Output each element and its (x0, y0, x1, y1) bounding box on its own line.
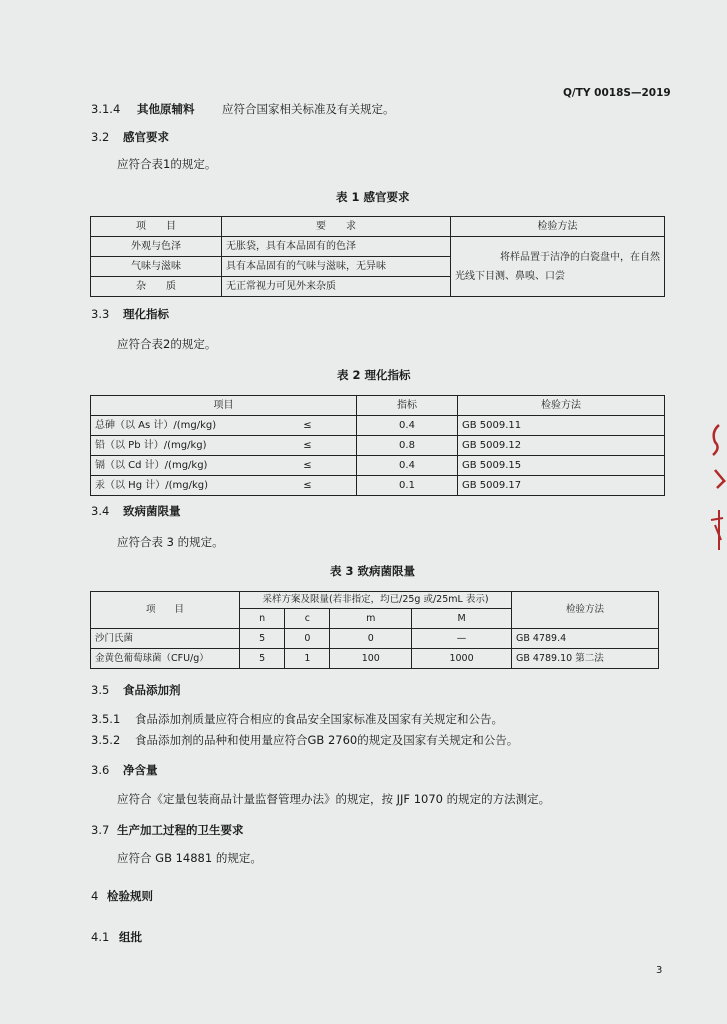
section-3-1-4-title: 其他原辅料 (137, 102, 195, 116)
table2-item: 汞（以 Hg 计）/(mg/kg) (91, 476, 260, 496)
table2-header-item: 项目 (91, 396, 357, 416)
table3-M: 1000 (412, 649, 512, 669)
section-3-5-2-number: 3.5.2 (91, 733, 121, 747)
table3-sub-M: M (412, 609, 512, 629)
section-3-5-title: 食品添加剂 (123, 683, 181, 697)
table3-header-method: 检验方法 (512, 592, 659, 629)
section-3-2-title: 感官要求 (123, 130, 169, 144)
table2-method: GB 5009.17 (458, 476, 665, 496)
table1-requirement: 无正常视力可见外来杂质 (222, 277, 451, 297)
table1-caption: 表 1 感官要求 (336, 190, 410, 204)
table-row (91, 396, 665, 416)
section-3-6-title: 净含量 (123, 763, 158, 777)
table2-value: 0.4 (357, 456, 458, 476)
table1-header-method: 检验方法 (451, 217, 665, 237)
table2-operator: ≤ (259, 456, 357, 476)
table2-header-method: 检验方法 (458, 396, 665, 416)
table-row (91, 416, 665, 436)
table1 (90, 216, 665, 297)
table2-item: 总砷（以 As 计）/(mg/kg) (91, 416, 260, 436)
table3-item: 沙门氏菌 (91, 629, 240, 649)
table-row (91, 476, 665, 496)
table2-header-value: 指标 (357, 396, 458, 416)
table3-sub-n: n (240, 609, 285, 629)
table1-header-requirement: 要 求 (222, 217, 451, 237)
section-3-5-2-text: 食品添加剂的品种和使用量应符合GB 2760的规定及国家有关规定和公告。 (135, 733, 519, 747)
section-3-4-number: 3.4 (91, 504, 110, 518)
table-row (91, 649, 659, 669)
section-3-7-title: 生产加工过程的卫生要求 (117, 823, 244, 837)
section-3-1-4-number: 3.1.4 (91, 102, 121, 116)
document-code: Q/TY 0018S—2019 (563, 87, 671, 99)
table2-method: GB 5009.11 (458, 416, 665, 436)
table3-header-item: 项 目 (91, 592, 240, 629)
section-3-5-number: 3.5 (91, 683, 110, 697)
table2 (90, 395, 665, 496)
section-3-4-title: 致病菌限量 (123, 504, 181, 518)
table1-requirement: 无胀袋，具有本品固有的色泽 (222, 237, 451, 257)
table2-operator: ≤ (259, 436, 357, 456)
section-3-7-number: 3.7 (91, 823, 110, 837)
table3-M: — (412, 629, 512, 649)
table-row (91, 237, 665, 257)
section-4-number: 4 (91, 889, 99, 903)
section-3-2-number: 3.2 (91, 130, 110, 144)
table3-method: GB 4789.4 (512, 629, 659, 649)
section-4-1-number: 4.1 (91, 930, 110, 944)
section-3-3-title: 理化指标 (123, 307, 169, 321)
table1-method-line1: 将样品置于洁净的白瓷盘中，在自然 (500, 251, 660, 263)
table1-item: 杂 质 (91, 277, 222, 297)
table1-requirement: 具有本品固有的气味与滋味，无异味 (222, 257, 451, 277)
seal-stamp-fragment (701, 410, 727, 560)
table2-method: GB 5009.15 (458, 456, 665, 476)
table3-c: 0 (285, 629, 330, 649)
table3-method: GB 4789.10 第二法 (512, 649, 659, 669)
section-3-3-text: 应符合表2的规定。 (117, 337, 217, 351)
section-3-2-text: 应符合表1的规定。 (117, 157, 217, 171)
table3-c: 1 (285, 649, 330, 669)
table2-value: 0.4 (357, 416, 458, 436)
section-4-title: 检验规则 (107, 889, 153, 903)
section-4-1-title: 组批 (119, 930, 142, 944)
table-row (91, 592, 659, 609)
section-3-5-1-number: 3.5.1 (91, 712, 121, 726)
section-3-3-number: 3.3 (91, 307, 110, 321)
table3-sub-m: m (330, 609, 412, 629)
table2-item: 铅（以 Pb 计）/(mg/kg) (91, 436, 260, 456)
table2-operator: ≤ (259, 416, 357, 436)
table-row (91, 436, 665, 456)
table-row (91, 629, 659, 649)
table-row (91, 217, 665, 237)
section-3-6-number: 3.6 (91, 763, 110, 777)
table3-caption: 表 3 致病菌限量 (330, 564, 416, 578)
section-3-1-4-text: 应符合国家相关标准及有关规定。 (222, 102, 395, 116)
table3-n: 5 (240, 629, 285, 649)
table3 (90, 591, 659, 669)
table3-item: 金黄色葡萄球菌（CFU/g） (91, 649, 240, 669)
table2-caption: 表 2 理化指标 (337, 368, 411, 382)
table2-value: 0.1 (357, 476, 458, 496)
table2-item: 镉（以 Cd 计）/(mg/kg) (91, 456, 260, 476)
table2-method: GB 5009.12 (458, 436, 665, 456)
table1-method-line2: 光线下目测、鼻嗅、口尝 (455, 270, 565, 282)
table3-sub-c: c (285, 609, 330, 629)
table3-header-sampling: 采样方案及限量(若非指定，均已/25g 或/25mL 表示) (240, 592, 512, 609)
table2-value: 0.8 (357, 436, 458, 456)
table-row (91, 456, 665, 476)
table2-operator: ≤ (259, 476, 357, 496)
table1-item: 外观与色泽 (91, 237, 222, 257)
table3-n: 5 (240, 649, 285, 669)
table1-method (451, 237, 665, 297)
page-number: 3 (656, 965, 663, 976)
section-3-7-text: 应符合 GB 14881 的规定。 (117, 851, 262, 865)
table1-item: 气味与滋味 (91, 257, 222, 277)
table3-m: 100 (330, 649, 412, 669)
section-3-6-text: 应符合《定量包装商品计量监督管理办法》的规定，按 JJF 1070 的规定的方法测定。 (117, 792, 551, 806)
section-3-5-1-text: 食品添加剂质量应符合相应的食品安全国家标准及国家有关规定和公告。 (135, 712, 503, 726)
table3-m: 0 (330, 629, 412, 649)
table1-header-item: 项 目 (91, 217, 222, 237)
section-3-4-text: 应符合表 3 的规定。 (117, 535, 224, 549)
